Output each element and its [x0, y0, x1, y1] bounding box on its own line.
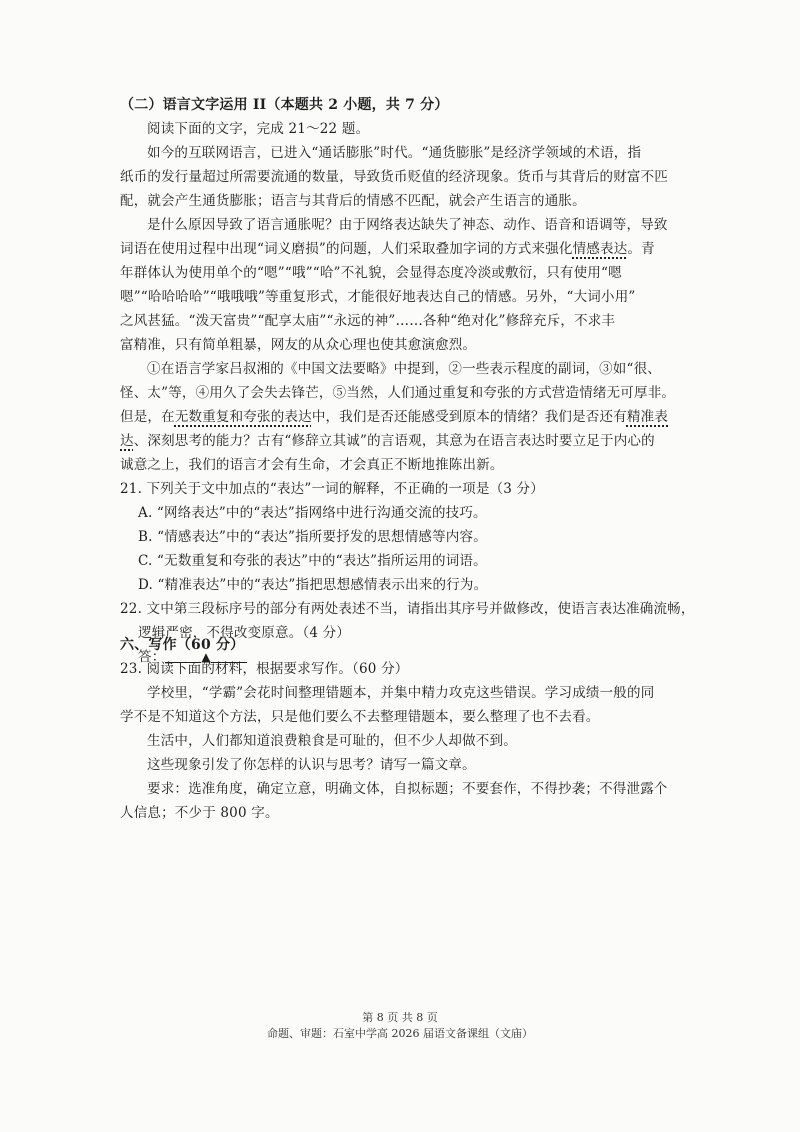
text-run: 中，我们是否还能感受到原本的情绪？我们是否还有 [311, 409, 627, 425]
footer-credit: 命题、审题：石室中学高 2026 届语文备课组（文庙） [267, 1027, 533, 1040]
passage-p3-line [120, 405, 680, 429]
text-run: 。青 [627, 241, 655, 257]
requirement-line: 人信息；不少于 800 字。 [120, 805, 279, 821]
passage-p2-line: 嗯”“哈哈哈哈”“哦哦哦”等重复形式，才能很好地表达自己的情感。另外，“大词小用” [120, 289, 636, 305]
section-2 [120, 93, 695, 669]
passage-p1-line: 纸币的发行量超过所需要流通的数量，导致货币贬值的经济现象。货币与其背后的财富不匹 [120, 169, 668, 185]
passage-p3-line: ①在语言学家吕叔湘的《中国文法要略》中提到，②一些表示程度的副词，③如“很、 [147, 361, 662, 377]
q21-option-c: C. “无数重复和夸张的表达”中的“表达”指所运用的词语。 [138, 553, 487, 569]
passage-p2-line: 富精准，只有简单粗暴，网友的从众心理也使其愈演愈烈。 [120, 337, 477, 353]
passage-p2-line [120, 237, 680, 261]
passage-p3-line: 诚意之上，我们的语言才会有生命，才会真正不断地推陈出新。 [120, 457, 504, 473]
section-2-instruction: 阅读下面的文字，完成 21～22 题。 [147, 121, 370, 137]
text-run: 但是，在 [120, 409, 175, 425]
dotted-term: 精准表 [626, 409, 669, 425]
passage-p2-line: 年群体认为使用单个的“嗯”“哦”“哈”不礼貌，会显得态度冷淡或敷衍，只有使用“嗯 [120, 265, 622, 281]
passage-p3-line: 怪、太”等，④用久了会失去锋芒，⑤当然，人们通过重复和夸张的方式营造情绪无可厚非。 [120, 385, 676, 401]
requirement-line: 要求：选准角度，确定立意，明确文体，自拟标题；不要套作，不得抄袭；不得泄露个 [147, 781, 668, 797]
material-line: 学校里，“学霸”会花时间整理错题本，并集中精力攻克这些错误。学习成绩一般的同 [147, 685, 655, 701]
passage-p3-line [120, 429, 680, 453]
text-run: 、深刻思考的能力？古有“修辞立其诚”的言语观，其意为在语言表达时要立足于内心的 [133, 433, 655, 449]
passage-p1-line: 配，就会产生通货膨胀；语言与其背后的情感不匹配，就会产生语言的通胀。 [120, 193, 586, 209]
material-line: 这些现象引发了你怎样的认识与思考？请写一篇文章。 [147, 757, 476, 773]
text-run: 词语在使用过程中出现“词义磨损”的问题，人们采取叠加字词的方式来强化 [120, 241, 573, 257]
section-2-title: （二）语言文字运用 II（本题共 2 小题，共 7 分） [120, 97, 449, 113]
section-6-title: 六、写作（60 分） [120, 637, 245, 653]
q23-stem: 23. 阅读下面的材料，根据要求写作。（60 分） [120, 661, 409, 677]
page-number: 第 8 页 共 8 页 [362, 1011, 438, 1024]
material-line: 生活中，人们都知道浪费粮食是可耻的，但不少人却做不到。 [147, 733, 517, 749]
dotted-term: 达 [120, 433, 134, 449]
q21-stem: 21. 下列关于文中加点的“表达”一词的解释，不正确的一项是（3 分） [120, 481, 544, 497]
page-footer [0, 1010, 800, 1042]
material-line: 学不是不知道这个方法，只是他们要么不去整理错题本，要么整理了也不去看。 [120, 709, 600, 725]
q22-stem: 22. 文中第三段标序号的部分有两处表述不当，请指出其序号并做修改，使语言表达准确流畅， [120, 601, 695, 617]
q21-option-d: D. “精准表达”中的“表达”指把思想感情表示出来的行为。 [138, 577, 488, 593]
dotted-term: 无数重复和夸张的表达 [174, 409, 312, 425]
triangle-icon: ▲ [201, 650, 211, 664]
q21-option-a: A. “网络表达”中的“表达”指网络中进行沟通交流的技巧。 [138, 505, 487, 521]
dotted-term: 情感表达 [572, 241, 628, 257]
answer-label: 答： [138, 649, 166, 665]
passage-p2-line: 是什么原因导致了语言通胀呢？由于网络表达缺失了神态、动作、语音和语调等，导致 [147, 217, 668, 233]
passage-p1-line: 如今的互联网语言，已进入“通话膨胀”时代。“通货膨胀”是经济学领域的术语，指 [147, 145, 642, 161]
q22-stem-cont: 逻辑严密，不得改变原意。（4 分） [138, 625, 351, 641]
q21-option-b: B. “情感表达”中的“表达”指所要抒发的思想情感等内容。 [138, 529, 487, 545]
passage-p2-line: 之风甚猛。“泼天富贵”“配享太庙”“永远的神”……各种“绝对化”修辞充斥，不求丰 [120, 313, 616, 329]
section-6 [120, 633, 680, 825]
